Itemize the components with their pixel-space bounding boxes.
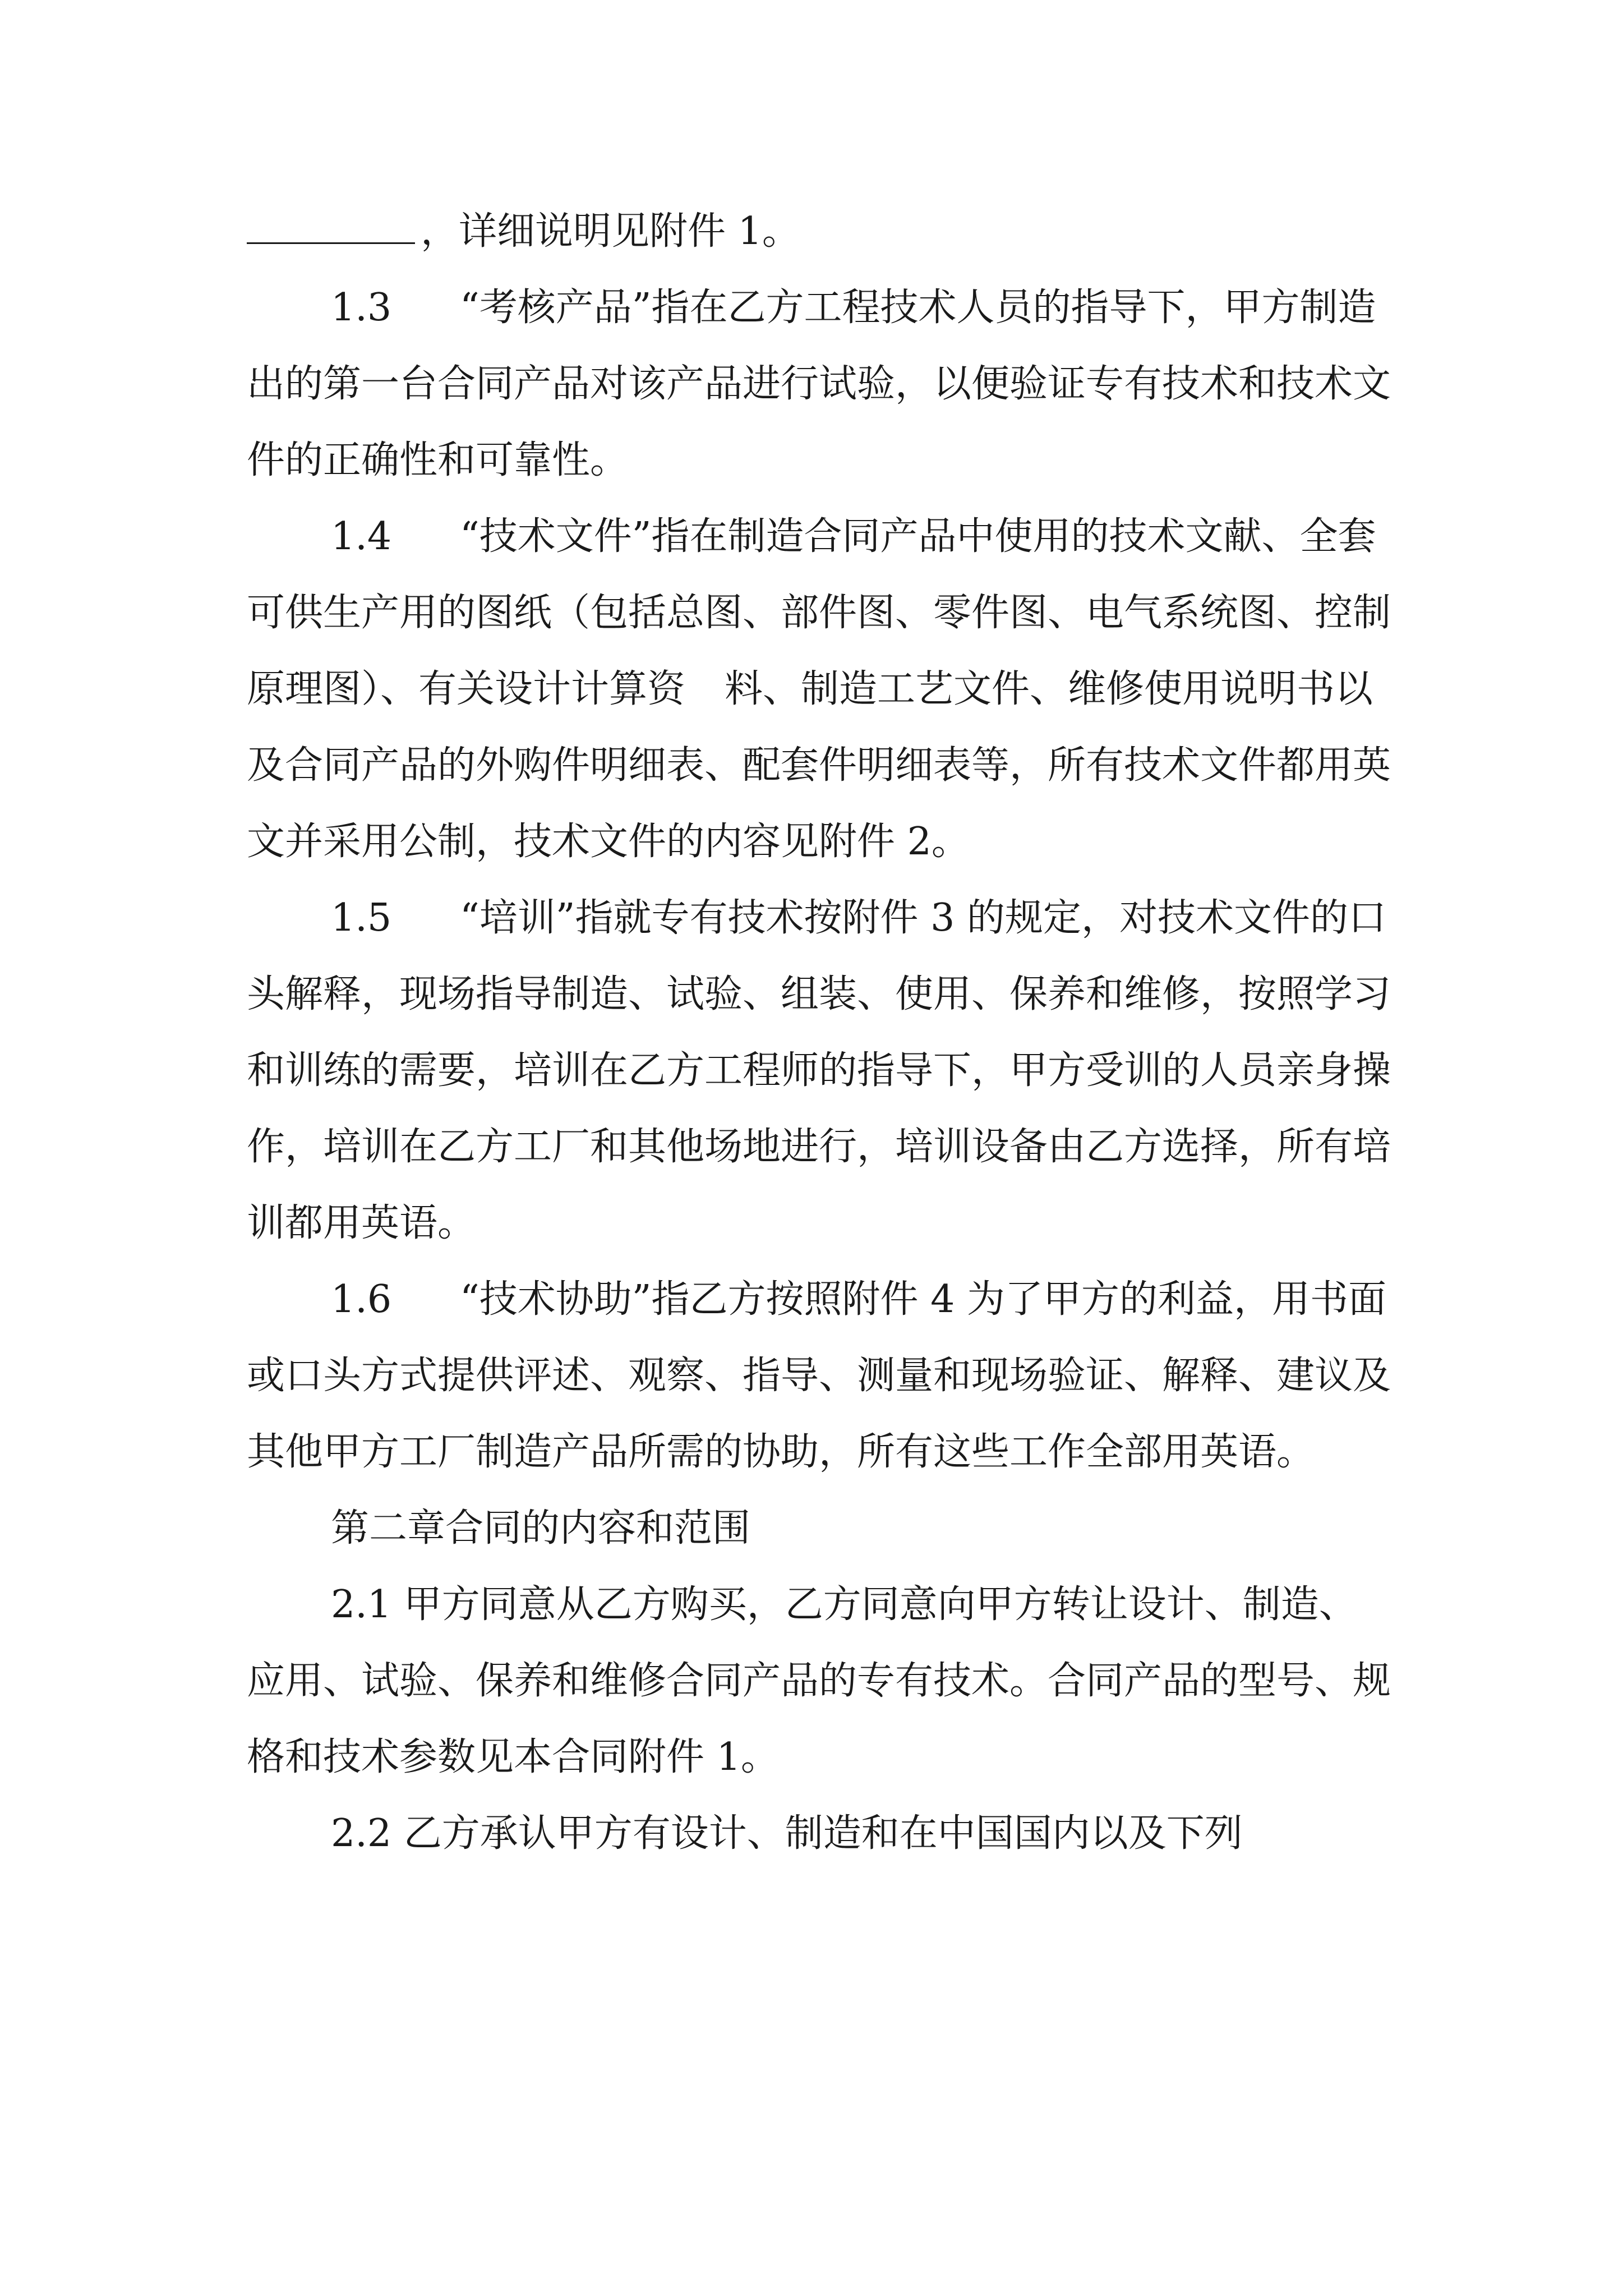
clause-2-2: 2.2 乙方承认甲方有设计、制造和在中国国内以及下列: [331, 1811, 1243, 1856]
clause-number: 1.4: [331, 514, 392, 559]
clause-number: 1.6: [331, 1277, 392, 1322]
clause-1-3: [247, 270, 1391, 499]
continuation-text: ，详细说明见附件 1。: [421, 209, 800, 254]
clause-text: “培训”指就专有技术按附件 3 的规定，对技术文件的口头解释，现场指导制造、试验、组装、使用、保养和维修，按照学习和训练的需要，培训在乙方工程师的指导下，甲方受训的人员亲身操作，培训在乙方工厂和其他场地进行，培训设备由乙方选择，所有培训都用英语。: [247, 896, 1391, 1245]
clause-1-6: [247, 1262, 1391, 1490]
clause-text: “考核产品”指在乙方工程技术人员的指导下，甲方制造出的第一台合同产品对该产品进行试验，以便验证专有技术和技术文件的正确性和可靠性。: [247, 286, 1391, 482]
clause-1-4: [247, 499, 1391, 880]
clause-2-1: 2.1 甲方同意从乙方购买，乙方同意向甲方转让设计、制造、应用、试验、保养和维修合同产品的专有技术。合同产品的型号、规格和技术参数见本合同附件 1。: [247, 1582, 1391, 1779]
chapter-heading: 第二章合同的内容和范围: [331, 1506, 751, 1550]
clause-text-part-a: “技术文件”指在制造合同产品中使用的技术文献、全套可供生产用的图纸（包括总图、部件图、零件图、电气系统图、控制原理图）、有关设计计算资: [247, 514, 1391, 711]
clause-text: “技术协助”指乙方按照附件 4 为了甲方的利益，用书面或口头方式提供评述、观察、指导、测量和现场验证、解释、建议及其他甲方工厂制造产品所需的协助，所有这些工作全部用英语。: [247, 1277, 1391, 1474]
document-body: [247, 194, 1391, 1872]
fill-in-blank: [247, 203, 415, 244]
clause-text-part-b: 料、制造工艺文件、维修使用说明书以及合同产品的外购件明细表、配套件明细表等，所有技术文件都用英文并采用公制，技术文件的内容见附件 2。: [247, 667, 1391, 864]
clause-1-5: [247, 880, 1391, 1262]
clause-number: 1.5: [331, 896, 392, 940]
clause-number: 1.3: [331, 286, 392, 330]
paragraph-continuation: [247, 194, 1391, 270]
